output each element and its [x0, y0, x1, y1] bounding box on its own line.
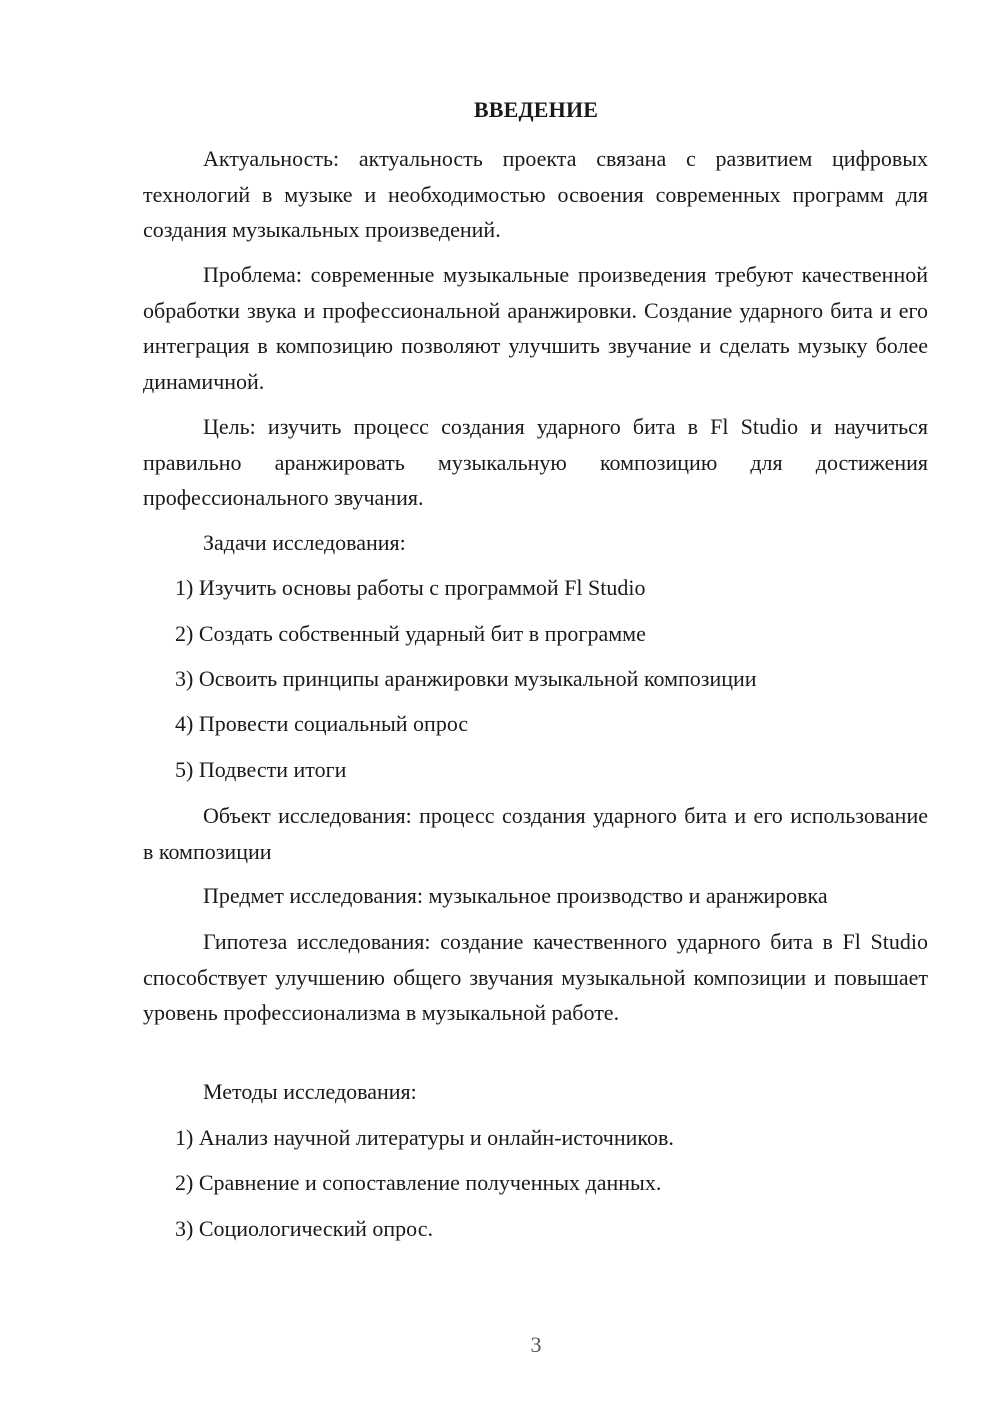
- methods-heading: Методы исследования:: [203, 1079, 417, 1104]
- page-number: 3: [530, 1332, 542, 1357]
- tasks-heading: Задачи исследования:: [203, 530, 406, 555]
- hypothesis-paragraph: Гипотеза исследования: создание качественного ударного бита в Fl Studio способствует улучшению общего звучания музыкальной композиции и повышает уровень профессионализма в музыкальной работе.: [143, 929, 928, 1025]
- method-item: 3) Социологический опрос.: [175, 1216, 433, 1241]
- problem-paragraph: Проблема: современные музыкальные произведения требуют качественной обработки звука и профессиональной аранжировки. Создание ударного бита и его интеграция в композицию позволяют улучшить звучание и сделать музыку более динамичной.: [143, 262, 928, 394]
- object-paragraph: Объект исследования: процесс создания ударного бита и его использование в композиции: [143, 803, 928, 864]
- method-item: 2) Сравнение и сопоставление полученных данных.: [175, 1170, 662, 1195]
- relevance-paragraph: Актуальность: актуальность проекта связана с развитием цифровых технологий в музыке и необходимостью освоения современных программ для создания музыкальных произведений.: [143, 146, 928, 242]
- task-item: 5) Подвести итоги: [175, 757, 347, 782]
- task-item: 3) Освоить принципы аранжировки музыкальной композиции: [175, 666, 757, 691]
- task-item: 2) Создать собственный ударный бит в программе: [175, 621, 646, 646]
- task-item: 1) Изучить основы работы с программой Fl Studio: [175, 575, 646, 600]
- goal-paragraph: Цель: изучить процесс создания ударного бита в Fl Studio и научиться правильно аранжировать музыкальную композицию для достижения профессионального звучания.: [143, 414, 928, 510]
- method-item: 1) Анализ научной литературы и онлайн-источников.: [175, 1125, 674, 1150]
- task-item: 4) Провести социальный опрос: [175, 711, 469, 736]
- page-title: ВВЕДЕНИЕ: [473, 97, 599, 122]
- subject-paragraph: Предмет исследования: музыкальное производство и аранжировка: [203, 883, 828, 908]
